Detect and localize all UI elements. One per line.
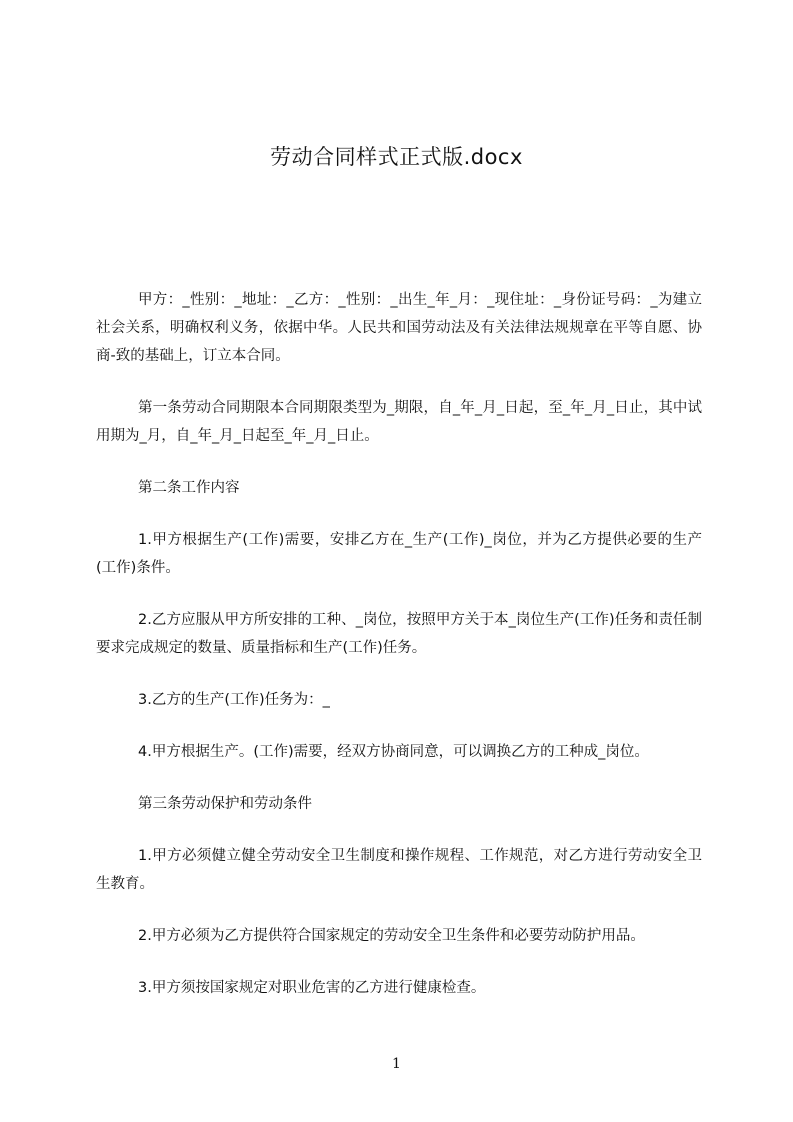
paragraph-article-2-item-4: 4.甲方根据生产。(工作)需要，经双方协商同意，可以调换乙方的工种成_岗位。 [138,744,649,760]
paragraph-article-3-item-1: 1.甲方必须健立健全劳动安全卫生制度和操作规程、工作规范，对乙方进行劳动安全卫生教育。 [96,848,702,892]
paragraph-article-2-item-3: 3.乙方的生产(工作)任务为：_ [138,692,330,708]
paragraph-article-2-item-1: 1.甲方根据生产(工作)需要，安排乙方在_生产(工作)_岗位，并为乙方提供必要的生产(工作)条件。 [96,532,702,576]
heading-article-2: 第二条工作内容 [138,480,240,496]
paragraph-parties-intro: 甲方：_性别：_地址：_乙方：_性别：_出生_年_月：_现住址：_身份证号码：_为建立社会关系，明确权利义务，依据中华。人民共和国劳动法及有关法律法规规章在平等自愿、协商-致的基础上，订立本合同。 [96,292,702,364]
page-number: 1 [392,1056,401,1072]
paragraph-article-1-term: 第一条劳动合同期限本合同期限类型为_期限，自_年_月_日起，至_年_月_日止，其中试用期为_月，自_年_月_日起至_年_月_日止。 [96,400,702,444]
document-title: 劳动合同样式正式版.docx [270,145,523,169]
paragraph-article-3-item-2: 2.甲方必须为乙方提供符合国家规定的劳动安全卫生条件和必要劳动防护用品。 [138,928,645,944]
document-body [96,286,702,1026]
paragraph-article-2-item-2: 2.乙方应服从甲方所安排的工种、_岗位，按照甲方关于本_岗位生产(工作)任务和责任制要求完成规定的数量、质量指标和生产(工作)任务。 [96,612,702,656]
paragraph-article-3-item-3: 3.甲方须按国家规定对职业危害的乙方进行健康检查。 [138,980,486,996]
heading-article-3: 第三条劳动保护和劳动条件 [138,796,312,812]
